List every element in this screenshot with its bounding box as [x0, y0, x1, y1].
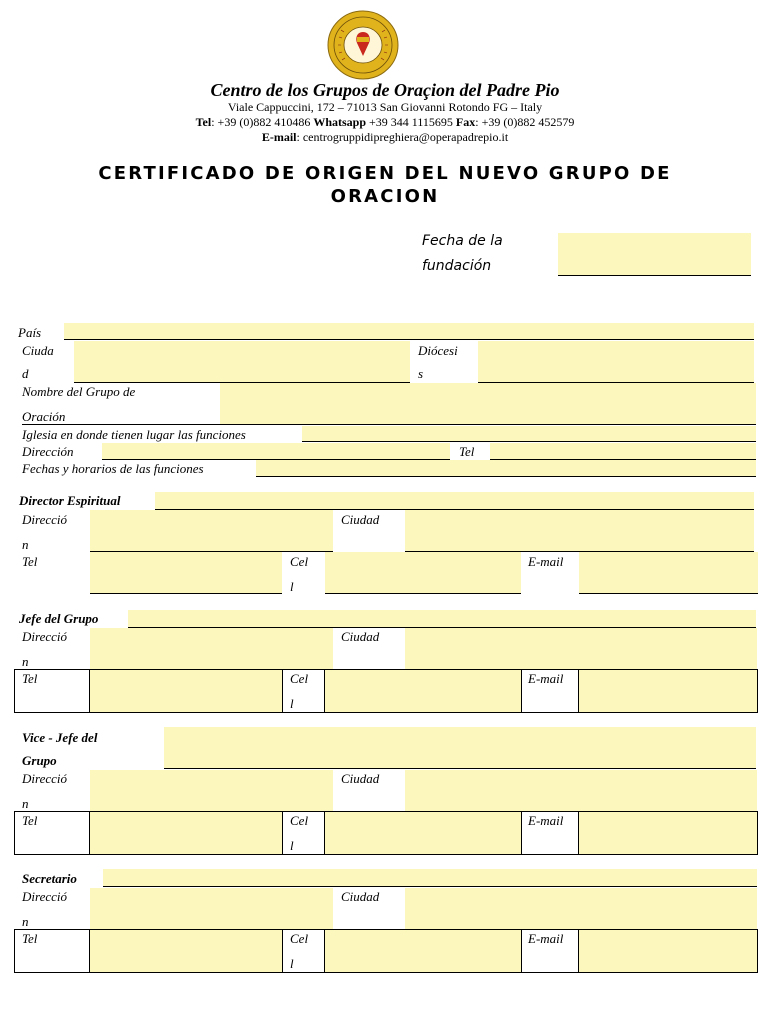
vice-dir-label-a: Direcció — [22, 771, 67, 786]
nombre-grupo-label-a: Nombre del Grupo de — [22, 384, 136, 399]
vice-title-a: Vice - Jefe del — [22, 730, 98, 745]
director-title: Director Espiritual — [19, 493, 121, 508]
org-name: Centro de los Grupos de Oraçion del Padre Pio — [210, 80, 560, 100]
ciudad-field[interactable] — [74, 341, 410, 382]
page-title-line2: ORACION — [330, 186, 440, 207]
director-ciudad-field[interactable] — [405, 510, 754, 551]
tel-field[interactable] — [490, 443, 756, 459]
director-cel-label-a: Cel — [290, 554, 309, 569]
jefe-cel-label-b: l — [290, 696, 294, 711]
secretario-cel-label-a: Cel — [290, 931, 309, 946]
director-email-label: E-mail — [528, 554, 564, 569]
secretario-ciudad-label: Ciudad — [341, 889, 380, 904]
jefe-email-label: E-mail — [528, 671, 564, 686]
email-label: E-mail — [261, 130, 297, 144]
jefe-tel-label: Tel — [22, 671, 38, 686]
vice-dir-label-b: n — [22, 796, 29, 811]
jefe-ciudad-field[interactable] — [405, 628, 757, 669]
jefe-cel-label-a: Cel — [290, 671, 309, 686]
jefe-name-field[interactable] — [128, 610, 756, 627]
fax-label: Fax — [455, 115, 476, 129]
tel-label: Tel — [195, 115, 212, 129]
vice-email-field[interactable] — [579, 812, 757, 854]
vice-ciudad-field[interactable] — [405, 770, 757, 811]
pais-field[interactable] — [64, 323, 754, 339]
jefe-tel-field[interactable] — [90, 670, 282, 712]
nombre-grupo-label-b: Oración — [22, 409, 66, 424]
fechas-field[interactable] — [256, 460, 756, 476]
secretario-direccion-field[interactable] — [90, 888, 333, 929]
director-ciudad-label: Ciudad — [341, 512, 380, 527]
ciudad-label-a: Ciuda — [22, 343, 54, 358]
director-cel-field[interactable] — [325, 552, 521, 593]
vice-cel-field[interactable] — [325, 812, 521, 854]
jefe-dir-label-a: Direcció — [22, 629, 67, 644]
page-title-line1: CERTIFICADO DE ORIGEN DEL NUEVO GRUPO DE — [98, 163, 672, 184]
vice-cel-label-a: Cel — [290, 813, 309, 828]
iglesia-label: Iglesia en donde tienen lugar las funciones — [22, 427, 246, 442]
secretario-dir-label-b: n — [22, 914, 29, 929]
vice-tel-label: Tel — [22, 813, 38, 828]
director-dir-label-a: Direcció — [22, 512, 67, 527]
vice-cel-label-b: l — [290, 838, 294, 853]
vice-name-field[interactable] — [164, 727, 756, 768]
secretario-email-field[interactable] — [579, 930, 757, 972]
fecha-label-1: Fecha de la — [422, 233, 503, 249]
iglesia-field[interactable] — [302, 426, 756, 441]
secretario-dir-label-a: Direcció — [22, 889, 67, 904]
jefe-cel-field[interactable] — [325, 670, 521, 712]
diocesis-field[interactable] — [478, 341, 754, 382]
nombre-grupo-field[interactable] — [220, 383, 756, 424]
vice-tel-field[interactable] — [90, 812, 282, 854]
director-tel-label: Tel — [22, 554, 38, 569]
jefe-direccion-field[interactable] — [90, 628, 333, 669]
secretario-tel-label: Tel — [22, 931, 38, 946]
jefe-dir-label-b: n — [22, 654, 29, 669]
vice-direccion-field[interactable] — [90, 770, 333, 811]
fecha-label-2: fundación — [422, 258, 492, 274]
secretario-ciudad-field[interactable] — [405, 888, 757, 929]
org-address: Viale Cappuccini, 172 – 71013 San Giovanni Rotondo FG – Italy — [227, 100, 543, 114]
director-cel-label-b: l — [290, 579, 294, 594]
email-value: : centrogruppidipreghiera@operapadrepio.it — [296, 130, 509, 144]
director-direccion-field[interactable] — [90, 510, 333, 551]
vice-email-label: E-mail — [528, 813, 564, 828]
pais-label: País — [18, 325, 42, 340]
direccion-label: Dirección — [22, 444, 74, 459]
director-email-field[interactable] — [579, 552, 758, 593]
diocesis-label-a: Diócesi — [418, 343, 458, 358]
whatsapp-label: Whatsapp — [313, 115, 366, 129]
secretario-tel-field[interactable] — [90, 930, 282, 972]
tel-label: Tel — [459, 444, 475, 459]
secretario-email-label: E-mail — [528, 931, 564, 946]
seal-logo — [327, 10, 399, 80]
vice-ciudad-label: Ciudad — [341, 771, 380, 786]
whatsapp-value: +39 344 1115695 — [366, 115, 456, 129]
fax-value: : +39 (0)882 452579 — [475, 115, 575, 129]
jefe-title: Jefe del Grupo — [19, 611, 99, 626]
vice-title-b: Grupo — [22, 753, 57, 768]
director-tel-field[interactable] — [90, 552, 282, 593]
secretario-cel-label-b: l — [290, 956, 294, 971]
secretario-title: Secretario — [22, 871, 77, 886]
fecha-fundacion-field[interactable] — [558, 233, 751, 275]
tel-value: : +39 (0)882 410486 — [211, 115, 314, 129]
org-email — [0, 130, 770, 145]
director-name-field[interactable] — [155, 492, 754, 509]
org-phones — [0, 115, 770, 130]
jefe-ciudad-label: Ciudad — [341, 629, 380, 644]
jefe-email-field[interactable] — [579, 670, 757, 712]
director-dir-label-b: n — [22, 537, 29, 552]
diocesis-label-b: s — [418, 366, 424, 381]
fechas-label: Fechas y horarios de las funciones — [22, 461, 204, 476]
secretario-name-field[interactable] — [103, 869, 757, 886]
ciudad-label-b: d — [22, 366, 29, 381]
secretario-cel-field[interactable] — [325, 930, 521, 972]
direccion-field[interactable] — [102, 443, 450, 459]
